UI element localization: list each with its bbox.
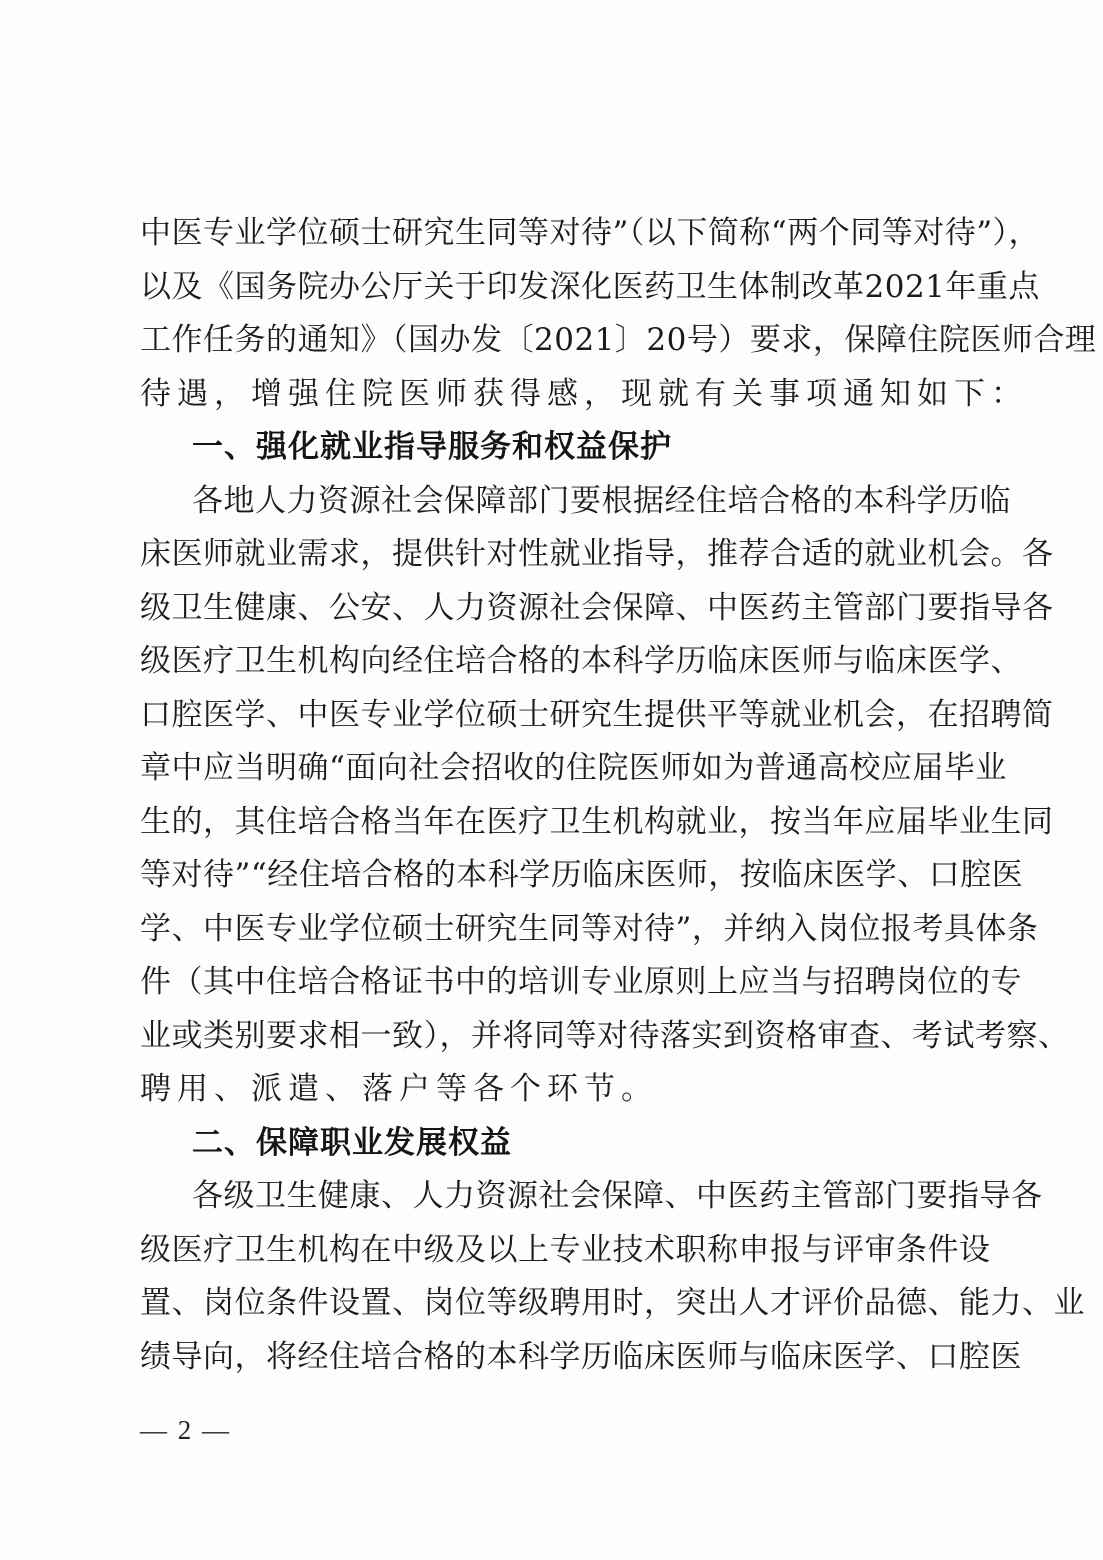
body-line: 级医疗卫生机构在中级及以上专业技术职称申报与评审条件设 xyxy=(140,1232,991,1268)
body-line: 工作任务的通知》（国办发〔2021〕20号）要求，保障住院医师合理 xyxy=(140,322,1097,358)
body-line: 待遇，增强住院医师获得感，现就有关事项通知如下： xyxy=(140,376,1028,412)
body-line: 学、中医专业学位硕士研究生同等对待”，并纳入岗位报考具体条 xyxy=(140,911,1039,947)
body-line: 以及《国务院办公厅关于印发深化医药卫生体制改革2021年重点 xyxy=(140,269,1040,305)
body-line: 生的，其住培合格当年在医疗卫生机构就业，按当年应届毕业生同 xyxy=(140,804,1054,840)
page-number: — 2 — xyxy=(140,1415,231,1445)
body-line: 级医疗卫生机构向经住培合格的本科学历临床医师与临床医学、 xyxy=(140,643,1022,679)
section-heading: 一、强化就业指导服务和权益保护 xyxy=(192,429,672,465)
body-line: 业或类别要求相一致），并将同等对待落实到资格审查、考试考察、 xyxy=(140,1018,1070,1054)
body-line: 聘用、派遣、落户等各个环节。 xyxy=(140,1071,658,1107)
section-heading: 二、保障职业发展权益 xyxy=(192,1125,512,1161)
body-line: 章中应当明确“面向社会招收的住院医师如为普通高校应届毕业 xyxy=(140,750,1007,786)
body-line: 等对待”“经住培合格的本科学历临床医师，按临床医学、口腔医 xyxy=(140,857,1024,893)
paragraph-first-line: 各级卫生健康、人力资源社会保障、中医药主管部门要指导各 xyxy=(192,1178,1043,1214)
body-line: 口腔医学、中医专业学位硕士研究生提供平等就业机会，在招聘简 xyxy=(140,697,1054,733)
body-line: 绩导向，将经住培合格的本科学历临床医师与临床医学、口腔医 xyxy=(140,1339,1022,1375)
paragraph-first-line: 各地人力资源社会保障部门要根据经住培合格的本科学历临 xyxy=(192,483,1011,519)
body-line: 床医师就业需求，提供针对性就业指导，推荐合适的就业机会。各 xyxy=(140,536,1054,572)
body-line: 件（其中住培合格证书中的培训专业原则上应当与招聘岗位的专 xyxy=(140,964,1022,1000)
body-line: 置、岗位条件设置、岗位等级聘用时，突出人才评价品德、能力、业 xyxy=(140,1285,1085,1321)
body-line: 中医专业学位硕士研究生同等对待”（以下简称“两个同等对待”）， xyxy=(140,215,1041,251)
body-line: 级卫生健康、公安、人力资源社会保障、中医药主管部门要指导各 xyxy=(140,590,1054,626)
